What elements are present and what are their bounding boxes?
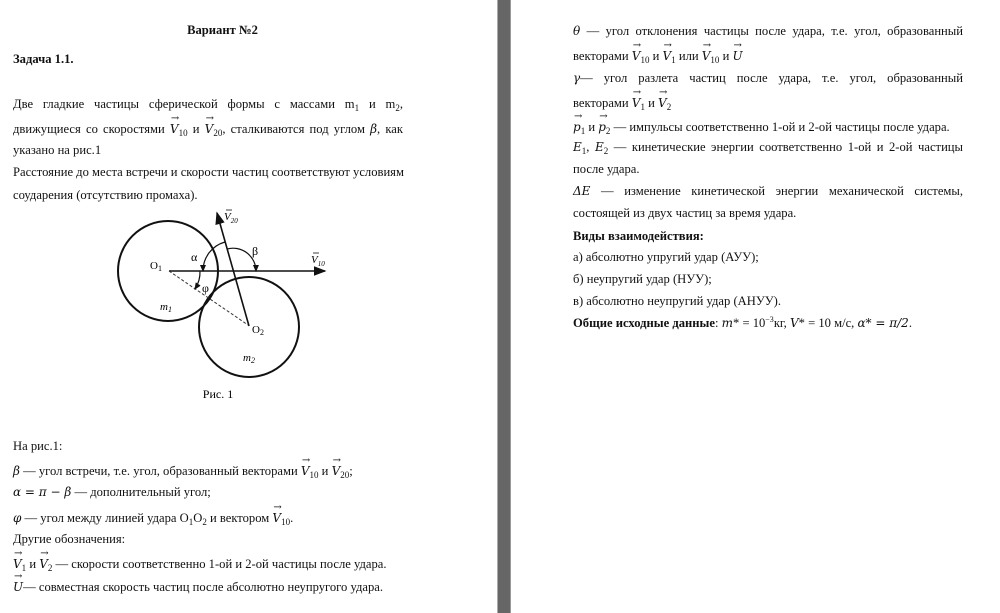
subscript: 1 [640,102,645,112]
superscript: −3 [765,314,774,324]
text-line: β — угол встречи, т.е. угол, образованный векторами → $V_{10}$ $и \to V_{20}$; [13,461,353,479]
o2-label: O2 [252,324,264,337]
v10-label: $V_{10}$ [311,254,325,268]
vector-symbol: → V [301,461,310,479]
text-line: в) абсолютно неупругий удар (АНУУ). [573,294,781,308]
vector-symbol: → V [13,554,22,572]
phi-label: φ [202,281,209,295]
subscript: 2 [395,103,400,113]
text-line: указано на рис.1 [13,143,102,157]
text-line: векторами → $V_{10}$ $и \to V_1$ или → $V_{10}$ и → U [573,46,743,64]
text-line: α = π − β — дополнительный угол; [13,485,211,499]
subscript: 2 [666,102,672,112]
vector-symbol: → V [39,554,48,572]
text-line: На рис.1: [13,439,63,453]
vector-symbol: → U [732,46,742,64]
subscript: 10 [178,128,188,138]
subscript: 1 [581,146,587,156]
subscript: 10 [281,517,291,527]
text-line: б) неупругий удар (НУУ); [573,272,712,286]
text-line: движущиеся со скоростями → $V_{10}$ $и \to V_{20}$, сталкиваются под углом β, как [13,119,403,137]
vector-symbol: → V [272,508,281,526]
vector-symbol: → V [663,46,672,64]
text-line [573,228,704,244]
subscript: 10 [710,55,720,65]
subscript: 1 [188,517,194,527]
subscript: 20 [213,128,223,138]
task-heading: Задача 1.1. [13,52,74,66]
beta-label: β [252,244,259,258]
vector-symbol: → V [658,93,667,111]
subscript: 20 [340,470,350,480]
text-line: Две гладкие частицы сферической формы с массами $m_1$ и $m_2$, [13,97,403,113]
subscript: 10 [309,470,319,480]
alpha-label: α [191,250,198,264]
text-line: после удара. [573,162,640,176]
bold-text: Виды взаимодействия: [573,229,704,243]
bold-text: Общие исходные данные [573,316,715,330]
text-line: θ — угол отклонения частицы после удара, т.е. угол, образованный [573,24,963,38]
subscript: 1 [21,563,27,573]
document-page-right [511,0,1000,613]
vector-symbol: → V [170,119,179,137]
document-page-left [0,0,497,613]
text-line: Другие обозначения: [13,532,126,546]
o1-label: O1 [150,260,162,273]
text-line: векторами → $V_1$ $и \to V_2$ [573,93,671,111]
subscript: 2 [605,126,611,136]
math-symbol: φ [13,511,22,525]
math-symbol: α* = π/2 [857,316,909,330]
subscript: 1 [671,55,676,65]
text-line: а) абсолютно упругий удар (АУУ); [573,250,759,264]
text-line: γ— угол разлета частиц после удара, т.е. угол, образованный [573,71,963,85]
text-line: → $p_1$ $и \to p_2$ — импульсы соответственно 1-ой и 2-ой частицы после удара. [573,117,950,135]
vector-symbol: → V [632,93,641,111]
math-symbol: β [370,122,378,136]
math-symbol: ΔE [573,184,591,198]
vector-symbol: → U [13,577,23,595]
vector-symbol: → V [332,461,341,479]
text-line: → U— совместная скорость частиц после абсолютно неупругого удара. [13,577,383,595]
text-line: φ — угол между линией удара $O_1O_2$ и вектором → $V_{10}$. [13,508,293,526]
subscript: 1 [354,103,360,113]
phi-arc [195,271,200,289]
figure-collision-diagram [0,0,497,420]
variant-title: Вариант №2 [187,23,258,37]
text-line: состоящей из двух частиц за время удара. [573,206,797,220]
text-line: ΔE — изменение кинетической энергии механической системы, [573,184,963,198]
math-symbol: E [573,140,582,154]
subscript: 2 [603,146,609,156]
alpha-arc [203,242,225,271]
math-symbol: α = π − β [13,485,72,499]
page-gutter [497,0,511,613]
figure-caption: Рис. 1 [202,387,234,401]
vector-symbol: → V [632,46,641,64]
text-line: Общие исходные данные: $m* = 10^{-3}кг$, V* = 10 м/с, α* = π/2. [573,314,912,330]
vector-symbol: → V [702,46,711,64]
math-symbol: γ [573,71,581,85]
text-line: $E_1$, $E_2$ — кинетические энергии соответственно 1-ой и 2-ой частицы [573,140,964,156]
math-symbol: β [13,464,20,478]
math-symbol: E [594,140,604,154]
text-line: соударения (отсутствию промаха). [13,188,198,202]
vector-symbol: → p [573,117,581,135]
text-line: → $V_1$ $и \to V_2$ — скорости соответственно 1-ой и 2-ой частицы после удара. [13,554,387,572]
text-line: Расстояние до места встречи и скорости частиц соответствуют условиям [13,165,404,179]
v20-label: $V_{20}$ [224,211,238,225]
math-symbol: V [789,316,799,330]
v20-arrow [217,213,249,326]
math-symbol: θ [573,24,581,38]
subscript: 2 [47,563,53,573]
subscript: 1 [580,126,586,136]
m1-label: m1 [160,301,172,314]
subscript: 10 [640,55,650,65]
math-symbol: m [721,316,733,330]
vector-symbol: → V [205,119,214,137]
m2-label: m2 [243,352,255,365]
subscript: 2 [202,517,207,527]
vector-symbol: → p [598,117,606,135]
